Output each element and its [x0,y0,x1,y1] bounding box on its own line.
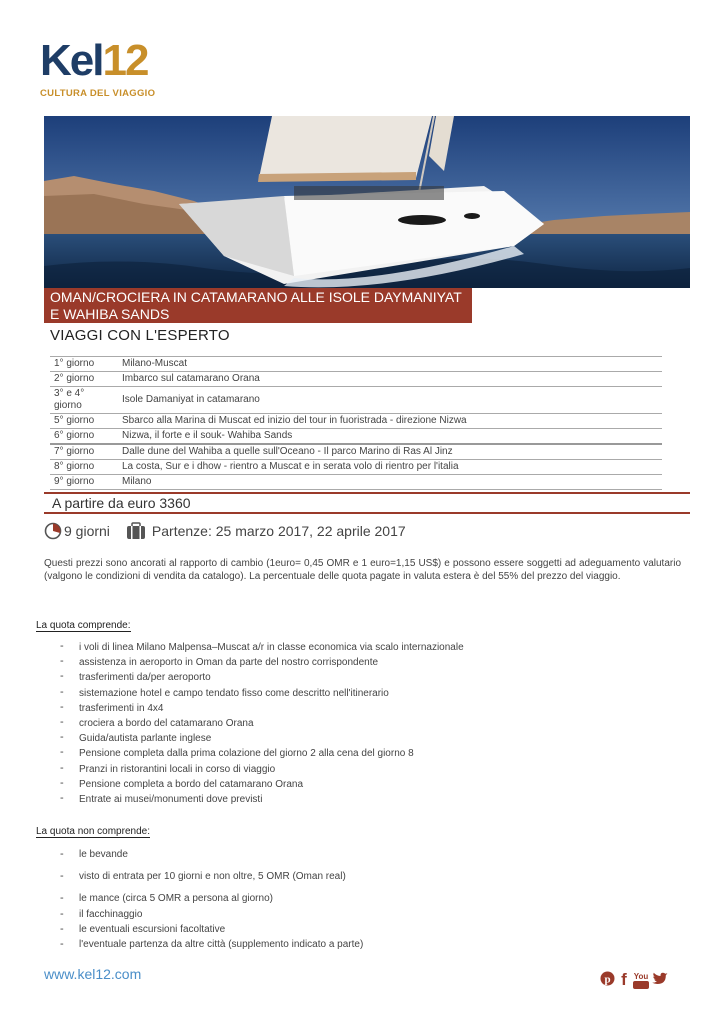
itinerary-day: 7° giorno [50,444,118,460]
price-divider-bottom [44,512,690,514]
list-item: - assistenza in aeroporto in Oman da parte del nostro corrispondente [60,655,464,670]
list-item: - le bevande [60,849,363,871]
list-item: - le eventuali escursioni facoltative [60,924,363,939]
youtube-icon[interactable]: You [633,973,649,989]
price-divider-top [44,492,690,494]
list-item: - Pensione completa a bordo del catamarano Orana [60,777,464,792]
logo-wordmark: Kel12 [40,36,148,85]
itinerary-day: 8° giorno [50,460,118,475]
includes-list [60,640,464,807]
list-item: - Pranzi in ristorantini locali in corso di viaggio [60,762,464,777]
itinerary-row [50,372,662,387]
itinerary-row [50,475,662,490]
pinterest-icon[interactable] [600,971,615,991]
itinerary-day: 6° giorno [50,429,118,445]
suitcase-icon [126,522,146,540]
excludes-heading: La quota non comprende: [36,826,150,837]
list-item: - crociera a bordo del catamarano Orana [60,716,464,731]
facebook-icon[interactable] [618,970,630,992]
price-from: A partire da euro 3360 [52,495,191,511]
includes-heading: La quota comprende: [36,620,131,631]
itinerary-row [50,414,662,429]
itinerary-row [50,429,662,445]
twitter-icon[interactable] [652,972,668,991]
itinerary-desc: Dalle dune del Wahiba a quelle sull'Oceano - Il parco Marino di Ras Al Jinz [118,444,662,460]
trip-category: VIAGGI CON L'ESPERTO [50,327,230,344]
clock-icon [44,522,62,540]
list-item: - Guida/autista parlante inglese [60,731,464,746]
list-item: - le mance (circa 5 OMR a persona al giorno) [60,893,363,909]
list-item: - Pensione completa dalla prima colazione del giorno 2 alla cena del giorno 8 [60,746,464,761]
itinerary-row [50,444,662,460]
hero-catamaran-photo [44,116,690,288]
itinerary-desc: Nizwa, il forte e il souk- Wahiba Sands [118,429,662,445]
itinerary-day: 5° giorno [50,414,118,429]
list-item: - visto di entrata per 10 giorni e non oltre, 5 OMR (Oman real) [60,871,363,893]
social-links [600,970,668,992]
website-link[interactable]: www.kel12.com [44,966,142,982]
svg-text:f: f [621,970,627,987]
itinerary-day: 1° giorno [50,357,118,372]
exchange-rate-note: Questi prezzi sono ancorati al rapporto di cambio (1euro= 0,45 OMR e 1 euro=1,15 US$) e possono essere soggetti ad adeguamento valutario (valgono le condizioni di vendita da catalogo). La percentuale delle quota pagate in valuta estera è del 55% del prezzo del viaggio. [44,558,681,582]
itinerary-day: 9° giorno [50,475,118,490]
logo-tagline: CULTURA DEL VIAGGIO [40,88,156,99]
itinerary-day: 2° giorno [50,372,118,387]
trip-info-row [44,518,406,544]
itinerary-row [50,387,662,414]
trip-duration: 9 giorni [64,523,110,539]
list-item: - Entrate ai musei/monumenti dove previsti [60,792,464,807]
itinerary-row [50,357,662,372]
list-item: - sistemazione hotel e campo tendato fisso come descritto nell'itinerario [60,686,464,701]
itinerary-desc: Isole Damaniyat in catamarano [118,387,662,414]
list-item: - trasferimenti in 4x4 [60,701,464,716]
kel12-logo[interactable] [40,36,160,102]
itinerary-desc: La costa, Sur e i dhow - rientro a Muscat e in serata volo di rientro per l'italia [118,460,662,475]
list-item: - l'eventuale partenza da altre città (supplemento indicato a parte) [60,939,363,954]
itinerary-desc: Imbarco sul catamarano Orana [118,372,662,387]
itinerary-desc: Milano-Muscat [118,357,662,372]
trip-title-banner: OMAN/CROCIERA IN CATAMARANO ALLE ISOLE DAYMANIYAT E WAHIBA SANDS [44,288,472,323]
list-item: - i voli di linea Milano Malpensa–Muscat a/r in classe economica via scalo internazionale [60,640,464,655]
excludes-list [60,849,363,954]
itinerary-day: 3° e 4° giorno [50,387,118,414]
itinerary-desc: Sbarco alla Marina di Muscat ed inizio del tour in fuoristrada - direzione Nizwa [118,414,662,429]
svg-text:p: p [604,973,611,986]
itinerary-row [50,460,662,475]
list-item: - trasferimenti da/per aeroporto [60,670,464,685]
list-item: - il facchinaggio [60,909,363,924]
itinerary-table [50,356,662,490]
itinerary-desc: Milano [118,475,662,490]
trip-departures: Partenze: 25 marzo 2017, 22 aprile 2017 [151,523,406,539]
